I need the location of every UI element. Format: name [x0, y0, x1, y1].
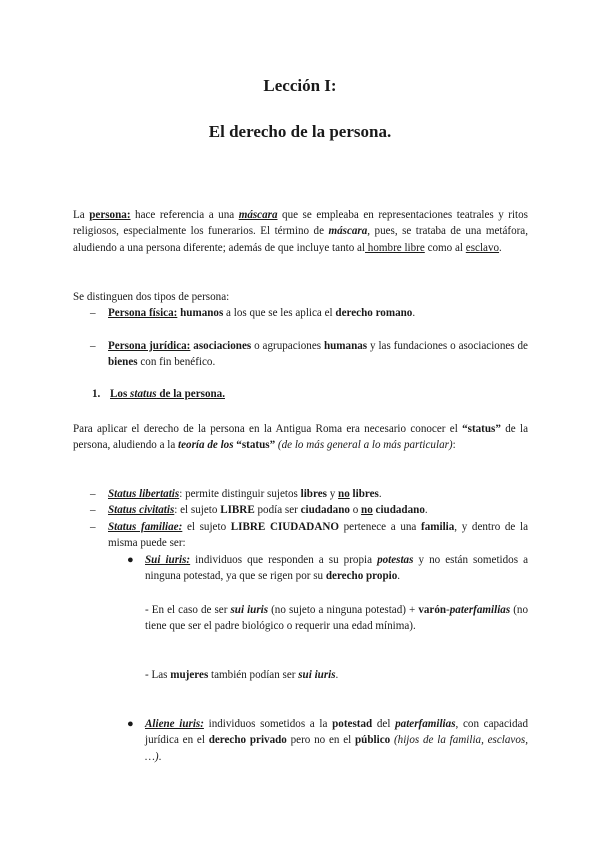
term-varon: varón [418, 604, 447, 616]
text: hace referencia a una [130, 209, 239, 221]
text: pertenece a una [338, 521, 421, 533]
note-paterfamilias [145, 602, 528, 635]
dash-marker: – [90, 521, 96, 533]
term-sui-iuris: Sui iuris: [145, 554, 191, 566]
list-item-persona-fisica [90, 305, 528, 321]
term-potestas: potestas [377, 554, 414, 566]
list-item-status-familiae [90, 519, 528, 552]
term-derecho-propio: derecho propio [325, 570, 398, 583]
text: a los que se les aplica el [223, 307, 336, 319]
text: y las fundaciones o asociaciones de [367, 340, 528, 352]
term-paterfamilias: paterfamilias [449, 604, 511, 616]
text: Los [110, 388, 131, 400]
text: permite distinguir sujetos [182, 488, 301, 500]
text: La [73, 209, 85, 221]
text: . [378, 488, 382, 500]
text: (no sujeto a ninguna potestad) + [268, 604, 419, 616]
dash-marker: – [90, 504, 96, 516]
term-familia: familia [421, 521, 455, 533]
text: . [499, 241, 502, 254]
term-derecho-romano: derecho romano [335, 307, 413, 319]
term-sui-iuris: sui iuris [298, 669, 336, 681]
term-publico: público [355, 734, 391, 747]
term-status: “status” [462, 423, 501, 435]
text: . [412, 307, 416, 319]
text: de la persona, aludiendo a la [73, 423, 528, 452]
term-derecho-privado: derecho privado [208, 734, 287, 747]
section-title [110, 388, 225, 400]
term-esclavo: esclavo [465, 241, 500, 254]
text: del [372, 718, 396, 730]
text: . [158, 750, 162, 763]
text: o [349, 504, 362, 516]
text: : [179, 488, 183, 500]
term-ciudadano: ciudadano [300, 504, 350, 516]
term-asociaciones: asociaciones [193, 340, 252, 352]
term-potestad: potestad [332, 718, 373, 730]
dash-marker: – [90, 340, 96, 352]
text: (hijos de la familia, esclavos, …) [145, 734, 528, 763]
text: - [446, 604, 450, 616]
term-status-libertatis: Status libertatis [108, 488, 180, 500]
chapter-title: El derecho de la persona. [208, 122, 392, 141]
text: , y dentro de la misma puede ser: [108, 521, 529, 550]
text: el sujeto [182, 521, 231, 533]
text: . [424, 504, 428, 516]
term-mascara-2: máscara [328, 225, 368, 238]
text: también podían ser [208, 669, 299, 681]
term-persona: persona: [89, 209, 131, 221]
term-status-2: “status” [236, 439, 276, 452]
text: y [326, 488, 339, 500]
dash-marker: – [90, 488, 96, 500]
text: que se empleaba en representaciones teatrales y ritos religiosos, especialmente los funerarios. El término de [73, 209, 528, 238]
list-item-status-libertatis [90, 486, 528, 502]
term-humanas: humanas [323, 340, 368, 352]
term-sui-iuris: sui iuris [230, 604, 269, 616]
text: pero no en el [286, 734, 356, 747]
text: individuos que responden a su propia [190, 554, 378, 566]
bullet-marker: ● [127, 554, 134, 566]
text: , con capacidad jurídica en el [145, 718, 529, 747]
term-humanos: humanos [180, 307, 224, 319]
text: Para aplicar el derecho de la persona en la Antigua Roma era necesario conocer el [73, 423, 463, 435]
term-persona-fisica: Persona física: [108, 307, 178, 319]
types-intro: Se distinguen dos tipos de persona: [73, 291, 230, 303]
text: : [174, 504, 178, 516]
term-teoria: teoría de los [178, 439, 237, 452]
term-aliene-iuris: Aliene iuris: [145, 718, 204, 730]
section-heading [92, 386, 225, 402]
text: status [130, 388, 157, 400]
text: . [335, 669, 339, 681]
text: , pues, se trataba de una metáfora, aludiendo a una persona diferente; además de que incluye tanto al [73, 225, 529, 254]
term-hombre-libre: hombre libre [365, 241, 425, 254]
term-libre: LIBRE [220, 504, 255, 516]
text: o agrupaciones [251, 340, 324, 352]
text: y no están sometidos a ninguna potestad, ya que se rigen por su [145, 554, 529, 583]
text: : [452, 439, 456, 452]
status-paragraph [73, 421, 528, 454]
text: - En el caso de ser [145, 604, 231, 616]
term-ciudadano-2: ciudadano [372, 504, 425, 516]
text: . [397, 570, 401, 583]
list-item-persona-juridica [90, 338, 528, 371]
text: (de lo más general a lo más particular) [275, 439, 453, 452]
text: - Las [145, 669, 171, 681]
section-number: 1. [92, 388, 101, 400]
term-bienes: bienes [108, 356, 138, 369]
text: con fin benéfico. [137, 356, 216, 369]
list-item-status-civitatis [90, 502, 528, 518]
term-libres-2: libres [349, 488, 379, 500]
text: (no tiene que ser el padre biológico o requerir una edad mínima). [145, 604, 528, 633]
lesson-title: Lección I: [263, 76, 337, 95]
term-no: no [361, 504, 373, 516]
dash-marker: – [90, 307, 96, 319]
intro-paragraph [73, 207, 528, 256]
note-mujeres [145, 667, 528, 683]
term-status-familiae: Status familiae: [108, 521, 183, 533]
text: como al [424, 241, 466, 254]
text: individuos sometidos a la [203, 718, 333, 730]
term-libres: libres [300, 488, 327, 500]
text: de la persona. [156, 388, 225, 400]
term-paterfamilias: paterfamilias [395, 718, 456, 730]
bullet-marker: ● [127, 718, 134, 730]
list-item-sui-iuris [127, 552, 528, 585]
term-mujeres: mujeres [170, 669, 209, 681]
text: podía ser [254, 504, 301, 516]
term-status-civitatis: Status civitatis [108, 504, 175, 516]
term-mascara: máscara [238, 209, 278, 221]
term-libre-ciudadano: LIBRE CIUDADANO [230, 521, 339, 533]
text: el sujeto [177, 504, 221, 516]
term-persona-juridica: Persona jurídica: [108, 340, 191, 352]
term-no: no [338, 488, 350, 500]
list-item-aliene-iuris [127, 716, 528, 765]
